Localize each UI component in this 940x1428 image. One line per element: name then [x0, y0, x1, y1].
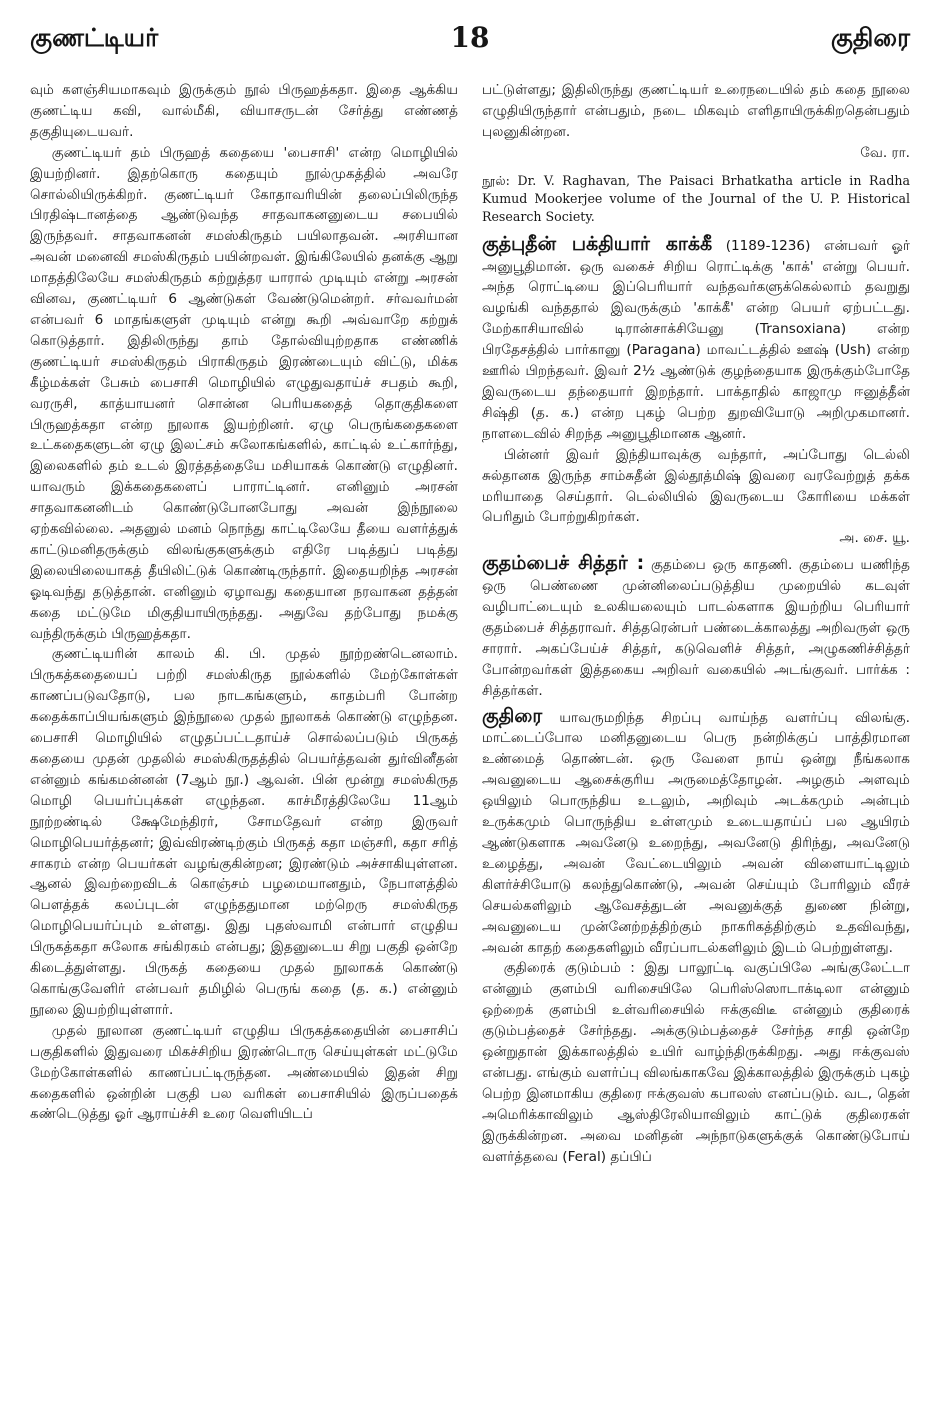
paragraph: குணட்டியர் தம் பிருஹத் கதையை 'பைசாசி' என்ற மொழியில் இயற்றினர். இதற்கொரு கதையும் நூல்முகத்தில் அவரே சொல்லியிருக்கிறர். குணட்டியர் கோதாவரியின் தலைப்பிலிருந்த பிரதிஷ்டானத்தை ஆண்டுவந்த சாதவாகனனுடைய சபையில் இருந்தவர். சாதவாகனன் சமஸ்கிருதம் பயிலாதவன். அரசியான அவன் மனைவி சமஸ்கிருதம் பயின்றவள். இங்கிலேயில் தனக்கு ஆறு மாதத்திலேயே சமஸ்கிருதம் கற்றுத்தர யாரால் முடியும் என்று அரசன் வினவ, குணட்டியர் 6 ஆண்டுகள் வேண்டுமென்றர். சர்வவர்மன் என்பவர் 6 மாதங்களுள் முடியும் என்று கூறி அவ்வாறே கற்றுக் கொடுத்தார். இதிலிருந்து தாம் தோல்வியுற்றதாக எண்ணிக் குணட்டியர் சமஸ்கிருதம் பிராகிருதம் இரண்டையும் விட்டு, மிக்க கீழ்மக்கள் பேசும் பைசாசி மொழியில் எழுதுவதாய்ச் சபதம் கூறி, வரருசி, காத்யாயனர் சொன்ன பெரியகதைத் தொகுதிகளை பிருஹத்கதா என்ற நூலாக இயற்றினர். ஏழு பெருங்கதைகளை உட்கதைகளுடன் ஏழு இலட்சம் சுலோகங்களில், காட்டில் உட்கார்ந்து, இலைகளில் தம் உடல் இரத்தத்தையே மசியாகக் கொண்டு எழுதினர். யாவரும் இக்கதைகளைப் பாராட்டினர். எனினும் அரசன் சாதவாகனனிடம் கொண்டுபோனபோது அவன் இந்நூலை ஏற்கவில்லை. அதனுல் மனம் நொந்து காட்டிலேயே தீயை வளர்த்துக் காட்டுமனிதருக்கும் விலங்குகளுக்கும் எதிரே படித்துப் படித்து இலையிலையாகத் தீயிலிட்டுக் கொண்டிருந்தார். இதையறிந்த அரசன் ஓடிவந்து தடுத்தான். எனினும் ஏழாவது கதையான நரவாகன தத்தன் கதை மட்டுமே மிகுதியாயிருந்தது. அதுவே தற்போது நமக்கு வந்திருக்கும் பிருஹத்கதா. [30, 144, 458, 642]
entry-text: என்பவர் ஓர் அனுபூதிமான். ஒரு வகைச் சிறிய ரொட்டிக்கு 'காக்' என்று பெயர். அந்த ரொட்டியை இப்பெரியார் வந்தவர்களுக்கெல்லாம் தவறுது வழங்கி வந்ததால் இவருக்கும் 'காக்கீ' என்ற பெயர் ஏற்பட்டது. மேற்காசியாவில் டிரான்சாக்சியேனு (Transoxiana) என்ற பிரதேசத்தில் பார்கானு (Paragana) மாவட்டத்தில் ஊஷ் (Ush) என்ற ஊரில் பிறந்தவர். இவர் 2½ ஆண்டுக் குழந்தையாக இருக்கும்போதே இவருடைய தந்தையார் இறந்தார். பாக்தாதில் காஜாமு ஈனுத்தீன் சிஷ்தி (த. க.) என்ற புகழ் பெற்ற துறவியோடு அறிமுகமானர். நாளடைவில் சிறந்த அனுபூதிமானக ஆனர். [482, 237, 910, 442]
subsection-horse-family [482, 958, 910, 1167]
entry-dates: (1189-1236) [725, 237, 811, 254]
running-head-right: குதிரை [830, 23, 910, 52]
reference-note: நூல்: Dr. V. Raghavan, The Paisaci Brhatkatha article in Radha Kumud Mookerjee volume of the Journal of the U. P. Historical Research Society. [482, 172, 910, 224]
left-column [30, 80, 458, 1125]
entry-text: குதம்பை ஒரு காதணி. குதம்பை யணிந்த ஒரு பெண்ணை முன்னிலைப்படுத்திய முறையில் கடவுள் வழிபாட்டையும் உலகியலையும் பாடல்களாக இயற்றிய பெரியார் குதம்பைச் சித்தராவர். சித்தரென்பர் பண்டைக்காலத்து அறிவருள் ஒரு சாரார். அகப்பேய்ச் சித்தர், கடுவெளிச் சித்தர், அழுகணிச்சித்தர் போன்றவர்கள் இத்தகைய அறிவர் வகையில் அடங்குவர். பார்க்க : சித்தர்கள். [482, 557, 910, 699]
entry-kutbuddin [482, 234, 910, 445]
author-signature: வே. ரா. [860, 144, 910, 161]
entry-title: குதம்பைச் சித்தர் : [482, 552, 645, 575]
entry-title: குதிரை [482, 704, 543, 727]
entry-kudambai-siddhar [482, 553, 910, 701]
paragraph: முதல் நூலான குணட்டியர் எழுதிய பிருகத்கதையின் பைசாசிப் பகுதிகளில் இதுவரை மிகச்சிறிய இரண்டொரு செய்யுள்கள் மட்டுமே மேற்கோள்களில் காணப்பட்டிருந்தன. அண்மையில் இதன் சிறு கதைகளில் ஒன்றின் பகுதி பல வரிகள் பைசாசியில் இருப்பதைக் கண்டெடுத்து ஓர் ஆராய்ச்சி உரை வெளியிடப் [30, 1022, 458, 1123]
page-number: 18 [450, 21, 490, 54]
entry-title: குத்புதீன் பக்தியார் காக்கீ [482, 232, 713, 255]
paragraph: குணட்டியரின் காலம் கி. பி. முதல் நூற்றண்டெனலாம். பிருகத்கதையைப் பற்றி சமஸ்கிருத நூல்களில் மேற்கோள்கள் காணப்படுவதோடு, பல நாடகங்களும், காதம்பரி போன்ற கதைக்காப்பியங்களும் இந்நூலை முதல் நூலாகக் கொண்டு எழுந்தன. பைசாசி மொழியில் எழுதப்பட்டதாய்ச் சொல்லப்படும் பிருகத் கதையை முதன் முதலில் சமஸ்கிருதத்தில் பெயர்த்தவன் துர்வினீதன் என்னும் கங்கமன்னன் (7ஆம் நூ.) ஆவன். பின் மூன்று சமஸ்கிருத மொழி பெயர்ப்புக்கள் எழுந்தன. காச்மீரத்திலேயே 11ஆம் நூற்றண்டில் க்ஷேமேந்திரர், சோமதேவர் என்ற இருவர் மொழிபெயர்த்தனர்; இவ்விரண்டிற்கும் பிருகத் கதா மஞ்சரி, கதா சரித் சாகரம் என்ற பெயர்கள் வழங்குகின்றன; இரண்டும் அச்சாகியுள்ளன. ஆனல் இவற்றைவிடக் கொஞ்சம் பழமையானதும், நேபாளத்தில் பௌத்தக் கலப்புடன் எழுந்ததுமான மற்றெரு சமஸ்கிருத மொழிபெயர்ப்பும் உள்ளது. இது புதஸ்வாமி என்பார் எழுதிய பிருகத்கதா சுலோக சங்கிரகம் என்பது; இதனுடைய சிறு பகுதி ஒன்றே கிடைத்துள்ளது. பிருகத் கதையை முதல் நூலாகக் கொண்டு கொங்குவேளிர் என்பவர் தமிழில் பெருங் கதை (த. க.) என்னும் நூலை இயற்றியுள்ளார். [30, 646, 458, 1018]
paragraph: வும் களஞ்சியமாகவும் இருக்கும் நூல் பிருஹத்கதா. இதை ஆக்கிய குணட்டிய கவி, வால்மீகி, வியாசருடன் சேர்த்து எண்ணத் தகுதியுடையவர். [30, 82, 458, 140]
right-column [482, 80, 910, 1168]
running-head-left: குணட்டியர் [30, 23, 159, 52]
paragraph: பின்னர் இவர் இந்தியாவுக்கு வந்தார், அப்போது டெல்லி சுல்தானக இருந்த சாம்சுதீன் இல்தூத்மிஷ் இவரை வரவேற்றுத் தக்க மரியாதை செய்தார். டெல்லியில் இவருடைய கோரியை மக்கள் பெரிதும் போற்றுகிறர்கள். [482, 446, 910, 526]
author-signature: அ. சை. யூ. [839, 530, 910, 547]
paragraph: பட்டுள்ளது; இதிலிருந்து குணட்டியர் உரைநடையில் தம் கதை நூலை எழுதியிருந்தார் என்பதும், நடை மிகவும் எளிதாயிருக்கிறதென்பதும் புலனுகின்றன. [482, 82, 910, 140]
entry-horse [482, 706, 910, 959]
entry-text: யாவருமறிந்த சிறப்பு வாய்ந்த வளர்ப்பு விலங்கு. மாட்டைப்போல மனிதனுடைய பெரு நன்றிக்குப் பாத்திரமான உண்மைத் தொண்டன். ஒரு வேளை நாய் ஒன்று நீங்கலாக அவனுடைய ஆசைக்குரிய அருமைத்தோழன். அழகும் அளவும் ஒயிலும் பொருந்திய உடலும், அறிவும் அடக்கமும் அன்பும் உருக்கமும் பொருந்திய உள்ளமும் உடையதாய்ப் பல ஆயிரம் ஆண்டுகளாக அவனேடு உறைந்து, அவனேடு திரிந்து, அவனேடு உழைத்து, அவன் வேட்டையிலும் அவன் விளையாட்டிலும் கிளர்ச்சியோடு கலந்துகொண்டு, அவன் செய்யும் போரிலும் வீரச் செயல்களிலும் ஆவேசத்துடன் அவனுக்குத் துணை நின்று, அவனுடைய முன்னேற்றத்திற்கும் நாகரிகத்திற்கும் உதவிவந்து, அவன் காதற் கதைகளிலும் வீரப்பாடல்களிலும் இடம் பெற்றுள்ளது. [482, 709, 910, 956]
subsection-text: இது பாலூட்டி வகுப்பிலே அங்குலேட்டா என்னும் குளம்பி வரிசையிலே பெரிஸ்ஸொடாக்டிலா என்னும் ஒற்றைக் குளம்பி உள்வரிசையில் ஈக்குவிடீ என்னும் குதிரைக் குடும்பத்தைச் சேர்ந்தது. அக்குடும்பத்தைச் சேர்ந்த சாதி ஒன்றே ஒன்றுதான் இக்காலத்தில் உயிர் வாழ்ந்திருக்கிறது. அது ஈக்குவஸ் என்பது. எங்கும் வளர்ப்பு விலங்காகவே இக்காலத்தில் இருக்கும் புகழ் பெற்ற இனமாகிய குதிரை ஈக்குவஸ் கபாலஸ் எனப்படும். வட, தென் அமெரிக்காவிலும் ஆஸ்திரேலியாவிலும் காட்டுக் குதிரைகள் இருக்கின்றன. அவை மனிதன் அந்நாடுகளுக்குக் கொண்டுபோய் வளர்த்தவை (Feral) தப்பிப் [482, 960, 910, 1165]
subsection-title: குதிரைக் குடும்பம் : [503, 960, 635, 977]
